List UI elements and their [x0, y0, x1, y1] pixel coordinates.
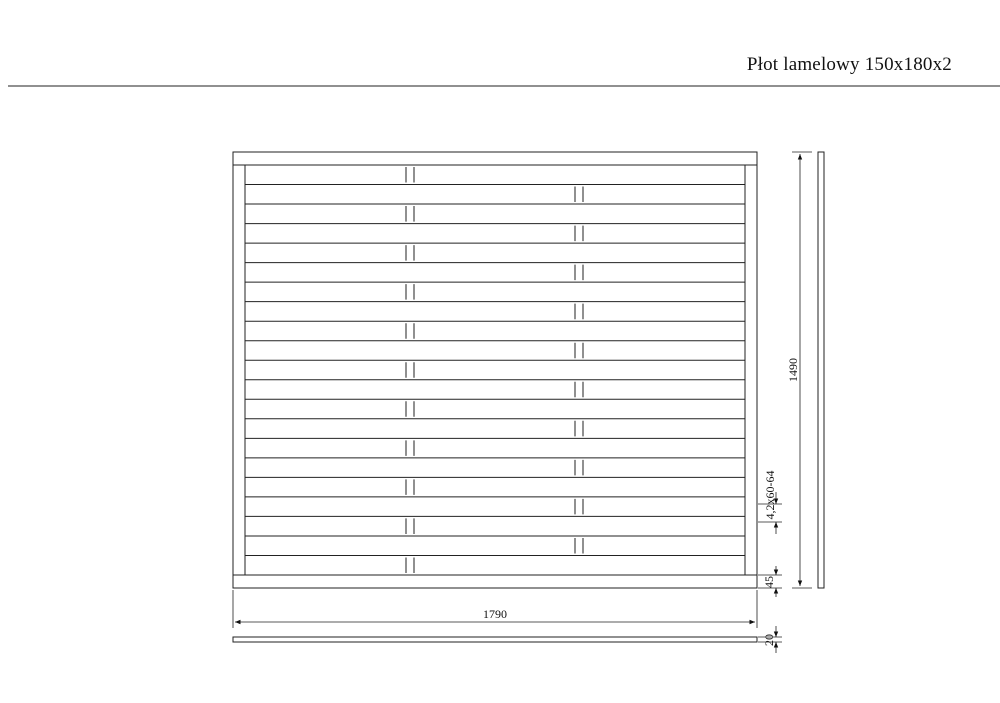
height-label: 1490 [786, 358, 800, 382]
rail-label: 45 [762, 576, 776, 588]
slat-label: 4,2x60-64 [763, 470, 777, 520]
thickness-label: 20 [762, 634, 776, 646]
width-label: 1790 [483, 607, 507, 621]
drawing-title: Płot lamelowy 150x180x2 [746, 54, 952, 75]
panel-side-view [818, 152, 824, 588]
side-profile [818, 152, 824, 588]
panel-outline [233, 152, 757, 588]
panel-bottom-view [233, 637, 757, 642]
bottom-profile [233, 637, 757, 642]
panel-front-view [233, 152, 757, 588]
